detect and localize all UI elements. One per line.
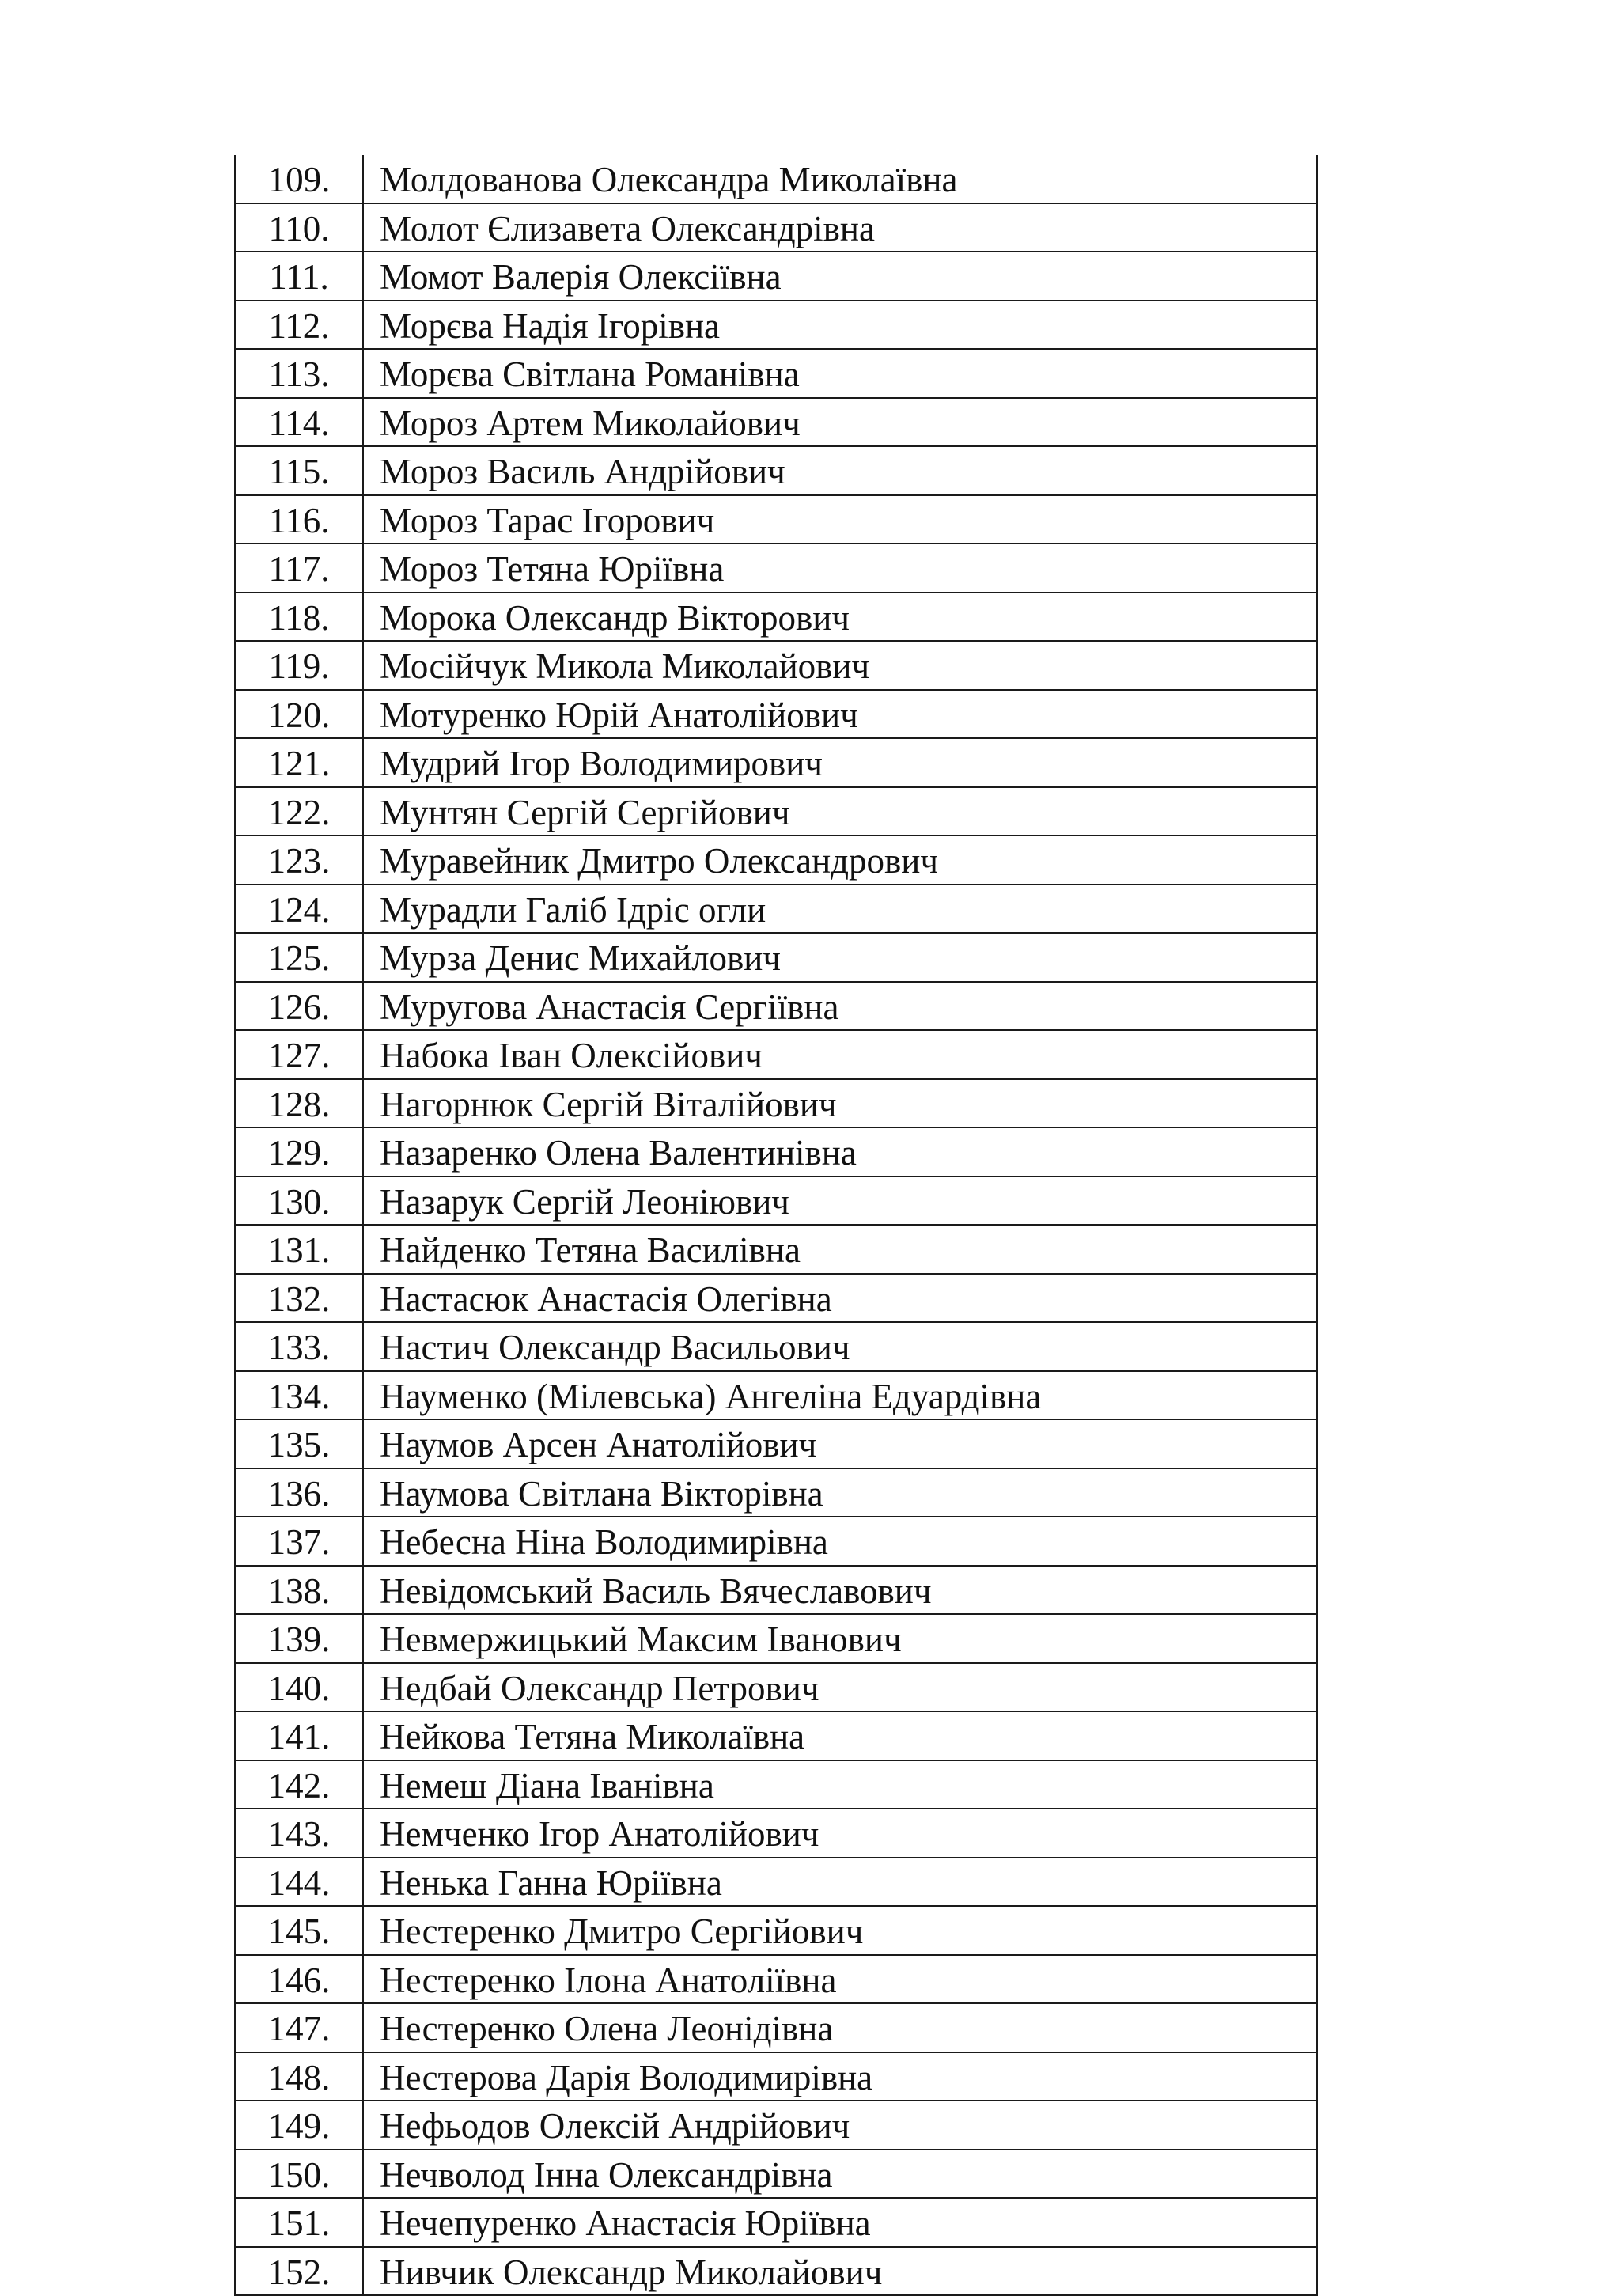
row-number: 130. [235,1176,363,1226]
person-name: Нечволод Інна Олександрівна [363,2150,1317,2199]
person-name: Нестеренко Ілона Анатоліївна [363,1955,1317,2004]
table-row [235,1371,1317,1420]
table-row [235,690,1317,739]
row-number: 112. [235,301,363,350]
row-number: 125. [235,933,363,982]
person-name: Мороз Тарас Ігорович [363,495,1317,544]
table-row [235,2052,1317,2101]
table-row [235,1711,1317,1760]
person-name: Морєва Світлана Романівна [363,349,1317,398]
table-row [235,1419,1317,1468]
table-row [235,933,1317,982]
table-row [235,1127,1317,1176]
row-number: 115. [235,446,363,495]
table-row [235,2003,1317,2052]
row-number: 128. [235,1079,363,1128]
table-row [235,1225,1317,1274]
row-number: 142. [235,1760,363,1809]
person-name: Мосійчук Микола Миколайович [363,641,1317,690]
person-name: Момот Валерія Олексіївна [363,252,1317,301]
person-name: Недбай Олександр Петрович [363,1663,1317,1712]
row-number: 137. [235,1517,363,1566]
table-row [235,738,1317,787]
person-name: Мурадли Галіб Ідріс огли [363,885,1317,934]
row-number: 121. [235,738,363,787]
row-number: 111. [235,252,363,301]
table-row [235,252,1317,301]
row-number: 151. [235,2198,363,2247]
person-name: Молдованова Олександра Миколаївна [363,155,1317,203]
table-row [235,1176,1317,1226]
person-name: Небесна Ніна Володимирівна [363,1517,1317,1566]
table-body [235,155,1317,2295]
table-row [235,1663,1317,1712]
person-name: Найденко Тетяна Василівна [363,1225,1317,1274]
table-row [235,398,1317,447]
person-name: Нечепуренко Анастасія Юріївна [363,2198,1317,2247]
row-number: 114. [235,398,363,447]
person-name: Настасюк Анастасія Олегівна [363,1274,1317,1323]
table-row [235,1517,1317,1566]
row-number: 135. [235,1419,363,1468]
row-number: 136. [235,1468,363,1517]
row-number: 148. [235,2052,363,2101]
table-row [235,1274,1317,1323]
person-name: Наумова Світлана Вікторівна [363,1468,1317,1517]
person-name: Муравейник Дмитро Олександрович [363,835,1317,885]
row-number: 117. [235,544,363,593]
person-name: Назаренко Олена Валентинівна [363,1127,1317,1176]
table-row [235,2247,1317,2296]
table-row [235,1079,1317,1128]
row-number: 140. [235,1663,363,1712]
person-name: Невмержицький Максим Іванович [363,1614,1317,1663]
row-number: 133. [235,1322,363,1371]
table-row [235,1322,1317,1371]
row-number: 138. [235,1566,363,1615]
table-row [235,885,1317,934]
table-row [235,155,1317,203]
row-number: 131. [235,1225,363,1274]
row-number: 150. [235,2150,363,2199]
table-row [235,2198,1317,2247]
table-row [235,349,1317,398]
row-number: 146. [235,1955,363,2004]
person-name: Нефьодов Олексій Андрійович [363,2101,1317,2150]
table-row [235,1858,1317,1907]
row-number: 126. [235,982,363,1031]
table-row [235,1809,1317,1858]
row-number: 141. [235,1711,363,1760]
person-name: Нестеренко Дмитро Сергійович [363,1906,1317,1955]
person-name: Науменко (Мілевська) Ангеліна Едуардівна [363,1371,1317,1420]
person-name: Мороз Тетяна Юріївна [363,544,1317,593]
row-number: 122. [235,787,363,836]
row-number: 109. [235,155,363,203]
table-row [235,2150,1317,2199]
row-number: 129. [235,1127,363,1176]
person-name: Мудрий Ігор Володимирович [363,738,1317,787]
person-name: Морєва Надія Ігорівна [363,301,1317,350]
person-name: Невідомський Василь Вячеславович [363,1566,1317,1615]
row-number: 139. [235,1614,363,1663]
table-row [235,1760,1317,1809]
person-name: Набока Іван Олексійович [363,1030,1317,1079]
table-row [235,835,1317,885]
person-name: Немченко Ігор Анатолійович [363,1809,1317,1858]
row-number: 127. [235,1030,363,1079]
person-name: Нивчик Олександр Миколайович [363,2247,1317,2296]
row-number: 134. [235,1371,363,1420]
table-row [235,641,1317,690]
row-number: 152. [235,2247,363,2296]
row-number: 124. [235,885,363,934]
person-name: Наумов Арсен Анатолійович [363,1419,1317,1468]
table-row [235,1955,1317,2004]
table-row [235,301,1317,350]
table-row [235,1906,1317,1955]
person-name: Молот Єлизавета Олександрівна [363,203,1317,252]
table-row [235,1468,1317,1517]
row-number: 119. [235,641,363,690]
row-number: 143. [235,1809,363,1858]
person-name: Мороз Василь Андрійович [363,446,1317,495]
table-row [235,593,1317,642]
table-row [235,787,1317,836]
person-name: Нестерова Дарія Володимирівна [363,2052,1317,2101]
row-number: 149. [235,2101,363,2150]
person-name: Мороз Артем Миколайович [363,398,1317,447]
person-name: Мунтян Сергій Сергійович [363,787,1317,836]
row-number: 116. [235,495,363,544]
table-row [235,982,1317,1031]
person-name: Настич Олександр Васильович [363,1322,1317,1371]
row-number: 120. [235,690,363,739]
person-name: Мурза Денис Михайлович [363,933,1317,982]
row-number: 144. [235,1858,363,1907]
row-number: 147. [235,2003,363,2052]
table-row [235,1566,1317,1615]
row-number: 118. [235,593,363,642]
row-number: 113. [235,349,363,398]
table-row [235,495,1317,544]
person-name: Ненька Ганна Юріївна [363,1858,1317,1907]
table-row [235,2101,1317,2150]
table-row [235,1030,1317,1079]
person-name: Муругова Анастасія Сергіївна [363,982,1317,1031]
table-row [235,544,1317,593]
table-row [235,203,1317,252]
person-name: Нестеренко Олена Леонідівна [363,2003,1317,2052]
table-row [235,446,1317,495]
person-name: Немеш Діана Іванівна [363,1760,1317,1809]
person-name: Мотуренко Юрій Анатолійович [363,690,1317,739]
row-number: 123. [235,835,363,885]
person-name: Назарук Сергій Леоніювич [363,1176,1317,1226]
person-name: Морока Олександр Вікторович [363,593,1317,642]
names-table [234,155,1318,2296]
person-name: Нагорнюк Сергій Віталійович [363,1079,1317,1128]
table-row [235,1614,1317,1663]
row-number: 145. [235,1906,363,1955]
row-number: 110. [235,203,363,252]
row-number: 132. [235,1274,363,1323]
person-name: Нейкова Тетяна Миколаївна [363,1711,1317,1760]
